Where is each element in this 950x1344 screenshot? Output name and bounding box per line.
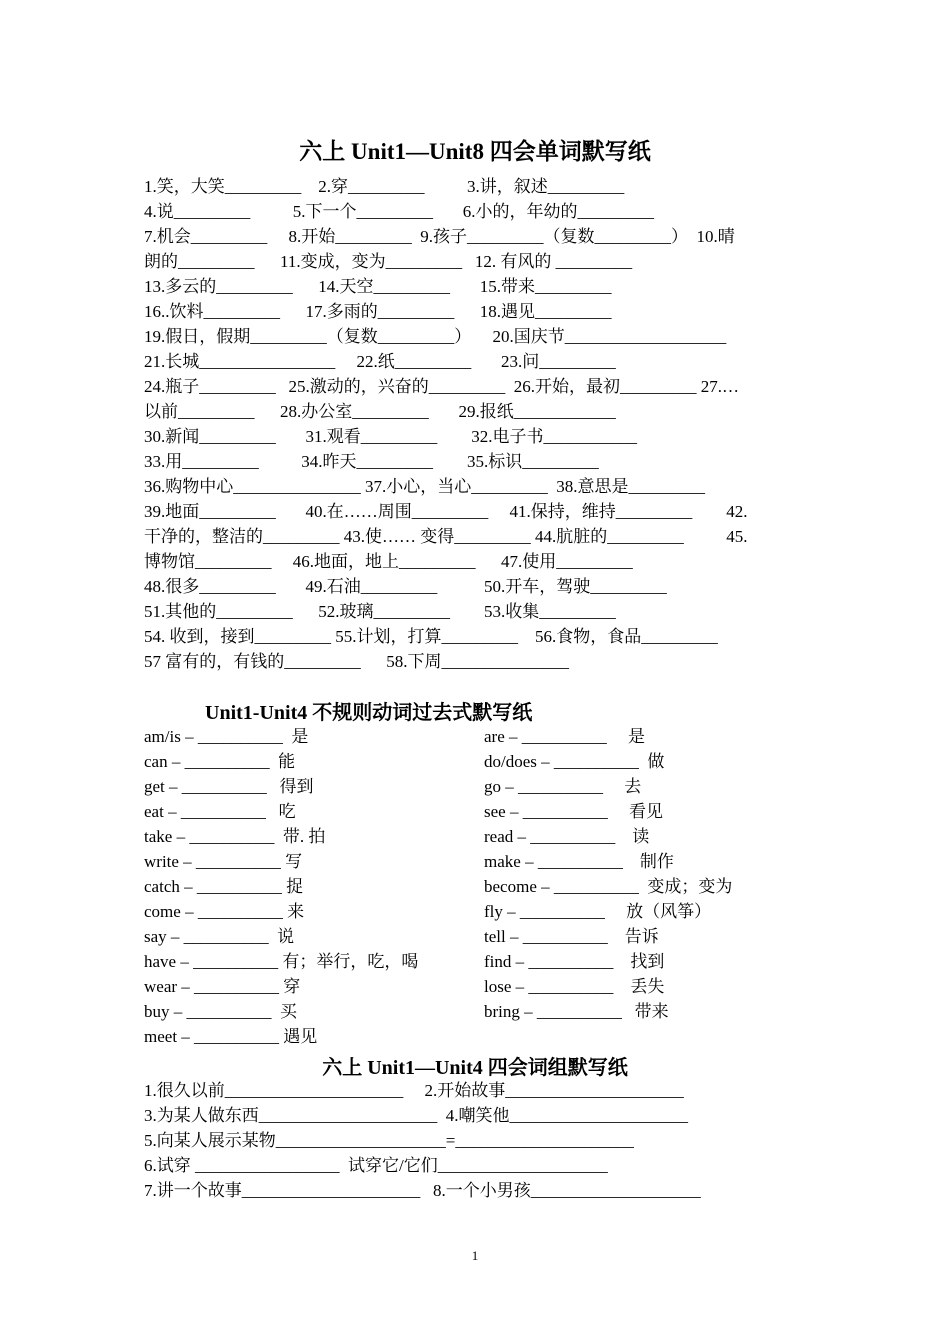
verb-row: lose – __________ 丢失 <box>484 977 665 996</box>
word-dictation-title: 六上 Unit1—Unit8 四会单词默写纸 <box>299 139 651 164</box>
page-number: 1 <box>471 1248 479 1263</box>
verb-dictation-title: Unit1-Unit4 不规则动词过去式默写纸 <box>205 702 533 724</box>
verb-row: have – __________ 有；举行，吃，喝 <box>144 952 419 971</box>
verb-row: eat – __________ 吃 <box>144 802 296 821</box>
word-line: 16..饮料_________ 17.多雨的_________ 18.遇见_________ <box>144 302 612 321</box>
verb-row: get – __________ 得到 <box>144 777 314 796</box>
verb-row: are – __________ 是 <box>484 727 646 746</box>
verb-row: bring – __________ 带来 <box>484 1002 669 1021</box>
word-line: 博物馆_________ 46.地面，地上_________ 47.使用_________ <box>144 552 633 571</box>
word-line: 54. 收到，接到_________ 55.计划，打算_________ 56.食物，食品_________ <box>144 627 718 646</box>
verb-row: can – __________ 能 <box>144 752 296 771</box>
phrase-line: 6.试穿 _________________ 试穿它/它们____________________ <box>144 1156 608 1175</box>
word-line: 36.购物中心_______________ 37.小心，当心_________ 38.意思是_________ <box>144 477 705 496</box>
word-line: 13.多云的_________ 14.天空_________ 15.带来_________ <box>144 277 612 296</box>
word-line: 33.用_________ 34.昨天_________ 35.标识_________ <box>144 452 599 471</box>
word-line: 21.长城________________ 22.纸_________ 23.问_________ <box>144 352 616 371</box>
verb-row: meet – __________ 遇见 <box>144 1027 318 1046</box>
word-line: 朗的_________ 11.变成，变为_________ 12. 有风的 _________ <box>144 252 633 271</box>
verb-row: tell – __________ 告诉 <box>484 927 659 946</box>
verb-row: go – __________ 去 <box>484 777 642 796</box>
phrase-line: 1.很久以前_____________________ 2.开始故事_____________________ <box>144 1081 684 1100</box>
word-line: 24.瓶子_________ 25.激动的，兴奋的_________ 26.开始，最初_________ 27.… <box>144 377 739 396</box>
word-line: 39.地面_________ 40.在……周围_________ 41.保持，维持_________ 42. <box>144 502 748 521</box>
verb-row: catch – __________ 捉 <box>144 877 304 896</box>
word-line: 1.笑，大笑_________ 2.穿_________ 3.讲，叙述_________ <box>144 177 625 196</box>
phrase-line: 7.讲一个故事_____________________ 8.一个小男孩____________________ <box>144 1181 701 1200</box>
word-line: 干净的，整洁的_________ 43.使…… 变得_________ 44.肮脏的_________ 45. <box>144 527 748 546</box>
word-line: 57 富有的，有钱的_________ 58.下周_______________ <box>144 652 569 671</box>
verb-row: am/is – __________ 是 <box>144 727 309 746</box>
verb-row: do/does – __________ 做 <box>484 752 665 771</box>
phrase-line: 3.为某人做东西_____________________ 4.嘲笑他_____________________ <box>144 1106 688 1125</box>
verb-row: write – __________ 写 <box>144 852 303 871</box>
verb-row: buy – __________ 买 <box>144 1002 297 1021</box>
word-line: 7.机会_________ 8.开始_________ 9.孩子_________（复数_________） 10.晴 <box>144 227 735 246</box>
phrase-dictation-title: 六上 Unit1—Unit4 四会词组默写纸 <box>322 1057 628 1079</box>
verb-row: read – __________ 读 <box>484 827 650 846</box>
verb-row: fly – __________ 放（风筝） <box>484 902 712 921</box>
word-line: 30.新闻_________ 31.观看_________ 32.电子书___________ <box>144 427 637 446</box>
phrase-line: 5.向某人展示某物____________________=_____________________ <box>144 1131 634 1150</box>
verb-row: find – __________ 找到 <box>484 952 665 971</box>
verb-row: become – __________ 变成；变为 <box>484 877 733 896</box>
verb-row: wear – __________ 穿 <box>144 977 301 996</box>
verb-row: see – __________ 看见 <box>484 802 663 821</box>
verb-row: make – __________ 制作 <box>484 852 674 871</box>
verb-row: come – __________ 来 <box>144 902 305 921</box>
verb-row: take – __________ 带. 拍 <box>144 827 326 846</box>
word-line: 19.假日，假期_________（复数_________） 20.国庆节___________________ <box>144 327 727 346</box>
word-line: 4.说_________ 5.下一个_________ 6.小的，年幼的_________ <box>144 202 654 221</box>
verb-row: say – __________ 说 <box>144 927 295 946</box>
word-line: 以前_________ 28.办公室_________ 29.报纸____________ <box>144 402 616 421</box>
word-line: 48.很多_________ 49.石油_________ 50.开车，驾驶_________ <box>144 577 667 596</box>
word-line: 51.其他的_________ 52.玻璃_________ 53.收集_________ <box>144 602 616 621</box>
